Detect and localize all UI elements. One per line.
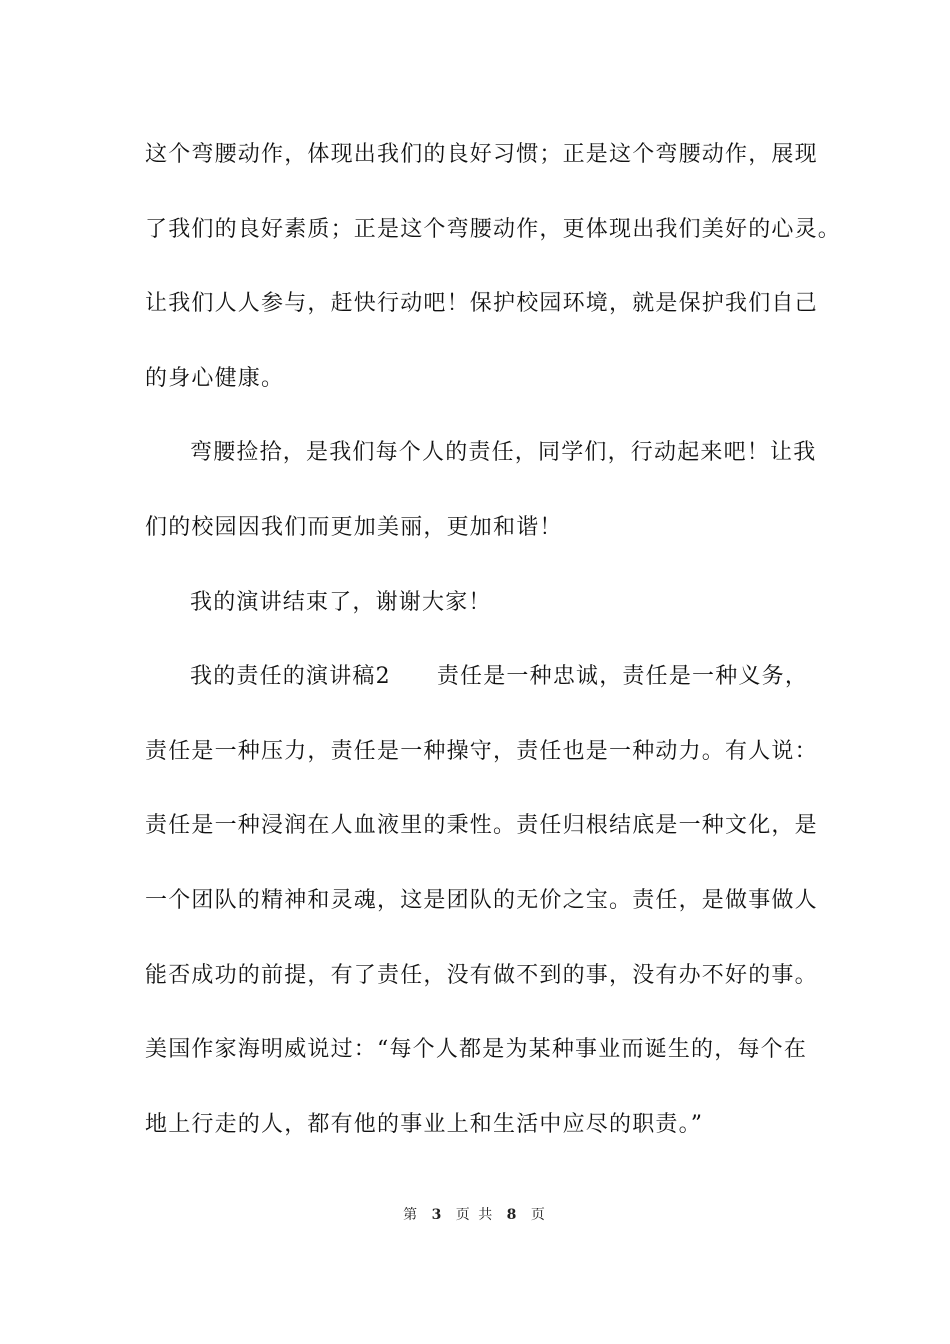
page-footer — [0, 1204, 950, 1224]
text-line: 们的校园因我们而更加美丽，更加和谐！ — [145, 514, 563, 540]
speech-heading-line — [145, 657, 835, 732]
text-line: 美国作家海明威说过：“每个人都是为某种事业而诞生的，每个在 — [145, 1037, 808, 1063]
text-line: 我的演讲结束了，谢谢大家！ — [190, 589, 492, 615]
text-line: 这个弯腰动作，体现出我们的良好习惯；正是这个弯腰动作，展现 — [145, 142, 818, 167]
text-line: 了我们的良好素质；正是这个弯腰动作，更体现出我们美好的心灵。 — [145, 216, 842, 242]
footer-suffix: 页 — [530, 1207, 547, 1223]
text-line: 地上行走的人，都有他的事业上和生活中应尽的职责。” — [145, 1111, 704, 1137]
text-line: 让我们人人参与，赶快行动吧！保护校园环境，就是保护我们自己 — [145, 291, 818, 317]
speech-title: 我的责任的演讲稿2 — [190, 664, 391, 690]
speech-opening-text: 责任是一种忠诚，责任是一种义务， — [436, 664, 809, 690]
text-line: 的身心健康。 — [145, 365, 285, 391]
footer-middle: 页 共 — [455, 1207, 495, 1223]
footer-prefix: 第 — [403, 1207, 420, 1223]
text-line: 责任是一种压力，责任是一种操守，责任也是一种动力。有人说： — [145, 738, 818, 764]
total-page-number: 8 — [506, 1207, 519, 1223]
text-line: 一个团队的精神和灵魂，这是团队的无价之宝。责任，是做事做人 — [145, 887, 818, 913]
text-line: 弯腰捡拾，是我们每个人的责任，同学们，行动起来吧！让我 — [190, 440, 817, 466]
document-body — [145, 135, 842, 1179]
current-page-number: 3 — [431, 1207, 444, 1223]
text-line: 责任是一种浸润在人血液里的秉性。责任归根结底是一种文化，是 — [145, 813, 818, 839]
text-line: 能否成功的前提，有了责任，没有做不到的事，没有办不好的事。 — [145, 962, 818, 988]
